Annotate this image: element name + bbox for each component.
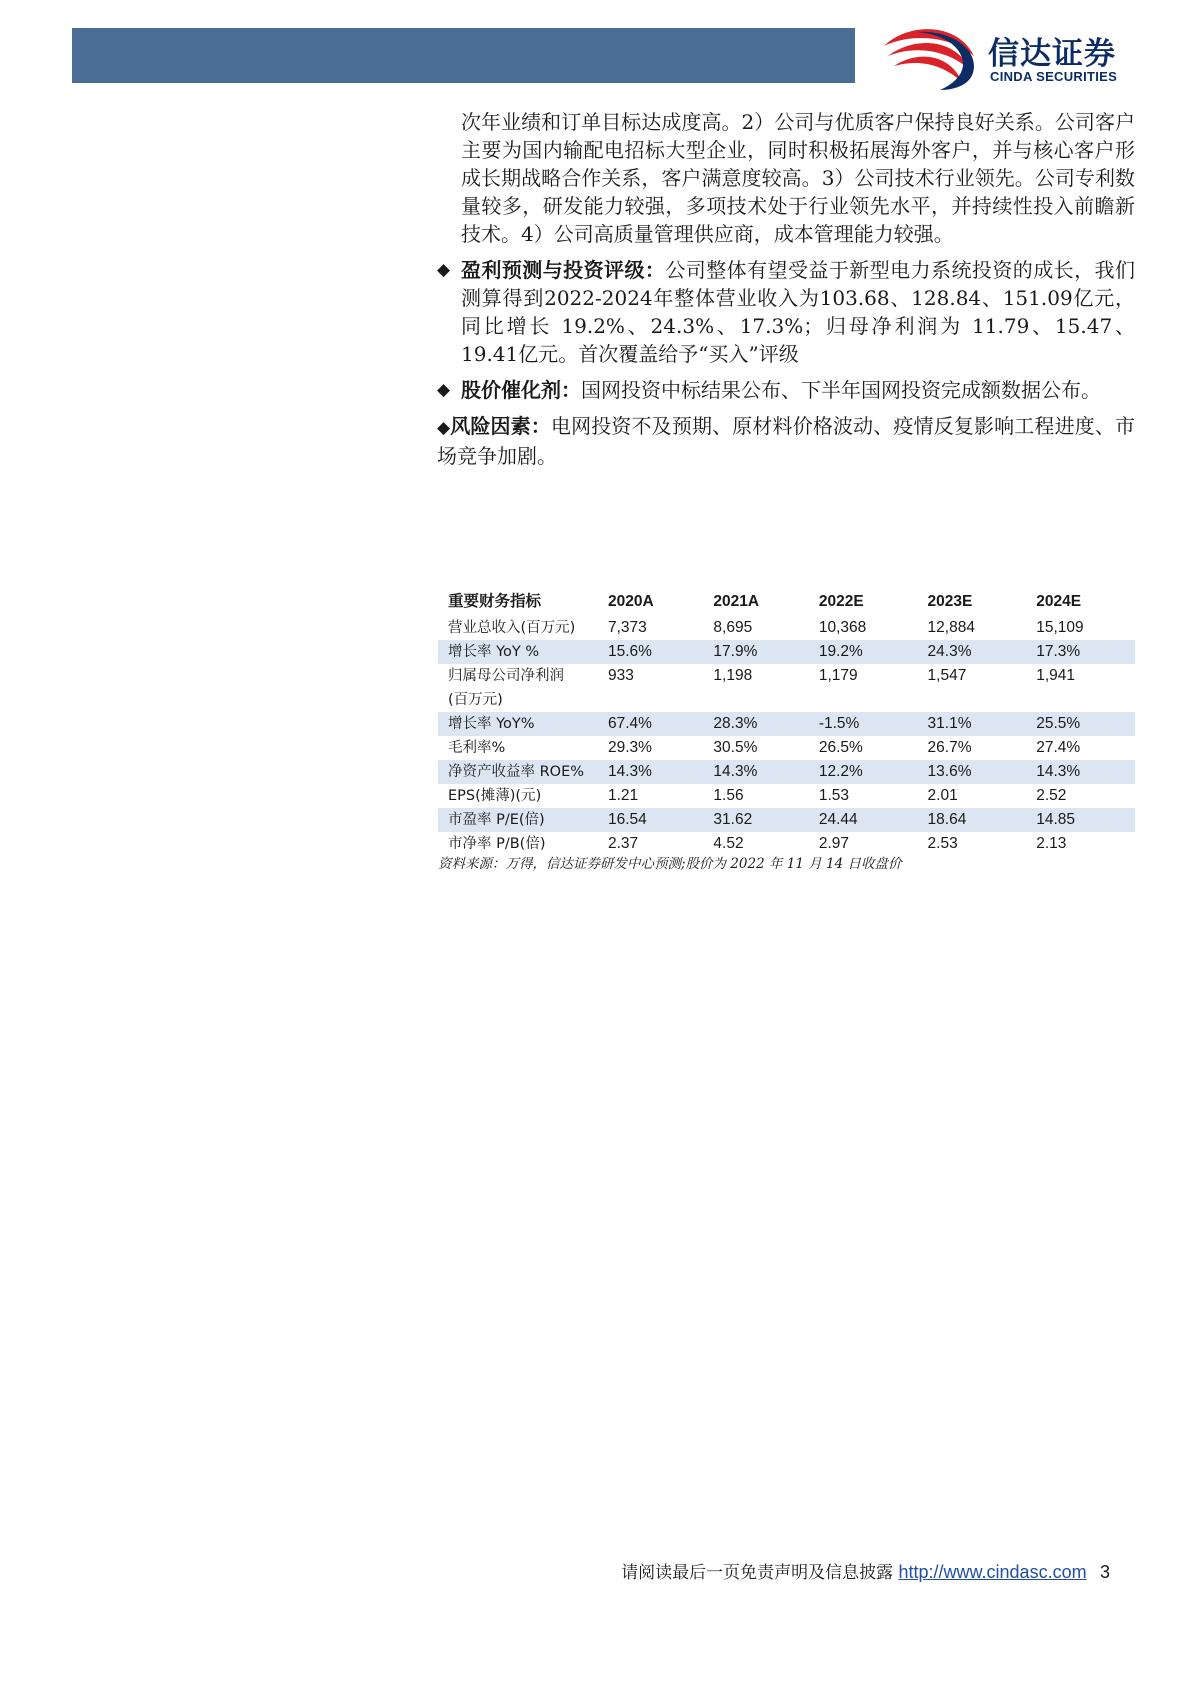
footer-website-link[interactable]: http://www.cindasc.com [898, 1562, 1087, 1582]
table-cell: 26.5% [818, 739, 863, 756]
table-cell: 16.54 [598, 808, 703, 832]
table-cell: 24.44 [809, 808, 918, 832]
table-row [438, 712, 1135, 736]
table-cell: 14.85 [1026, 808, 1135, 832]
table-cell: 14.3% [1026, 760, 1135, 784]
main-content [437, 108, 1135, 470]
table-row [438, 640, 1135, 664]
table-header-cell: 重要财务指标 [448, 593, 542, 610]
row-label: 毛利率% [448, 740, 506, 756]
table-source-note: 资料来源：万得，信达证券研发中心预测;股价为 2022 年 11 月 14 日收盘价 [438, 856, 902, 872]
table-cell: 18.64 [918, 808, 1027, 832]
table-header-cell: 2024E [1036, 593, 1082, 610]
table-cell: 8,695 [713, 619, 753, 636]
bullet-risk-factors [437, 412, 1135, 470]
table-cell: 2.53 [927, 835, 958, 852]
table-cell: 7,373 [608, 619, 647, 636]
bullet-title: 盈利预测与投资评级： [461, 258, 666, 282]
table-cell: 25.5% [1026, 712, 1135, 736]
bullet-earnings-forecast [437, 256, 1135, 368]
table-cell: 10,368 [818, 619, 867, 636]
bullet-text: 国网投资中标结果公布、下半年国网投资完成额数据公布。 [581, 378, 1101, 402]
table-cell: 28.3% [703, 712, 808, 736]
table-cell: 2.13 [1036, 835, 1067, 852]
intro-paragraph: 次年业绩和订单目标达成度高。2）公司与优质客户保持良好关系。公司客户主要为国内输配电招标大型企业，同时积极拓展海外客户，并与核心客户形成长期战略合作关系，客户满意度较高。3）公司技术行业领先。公司专利数量较多，研发能力较强，多项技术处于行业领先水平，并持续性投入前瞻新技术。4）公司高质量管理供应商，成本管理能力较强。 [461, 110, 1135, 246]
table-cell: 17.9% [703, 640, 808, 664]
header-bar [72, 28, 855, 83]
row-label-line2: (百万元) [448, 692, 503, 708]
logo-chinese-text: 信达证券 [988, 36, 1116, 72]
diamond-bullet-icon: ◆ [437, 260, 451, 280]
table-header-cell: 2020A [608, 593, 654, 610]
page-number: 3 [1099, 1562, 1110, 1582]
footer-disclaimer: 请阅读最后一页免责声明及信息披露 [621, 1563, 894, 1583]
logo-english-text: CINDA SECURITIES [990, 69, 1118, 84]
table-cell: 1,547 [927, 667, 967, 684]
table-cell: 1.21 [608, 787, 639, 804]
table-cell: 31.62 [703, 808, 808, 832]
table-cell: 13.6% [918, 760, 1027, 784]
table-header-cell: 2023E [927, 593, 973, 610]
bullet-text: 公司整体有望受益于新型电力系统投资的成长，我们测算得到2022-2024年整体营业收入为103.68、128.84、151.09亿元，同比增长 19.2%、24.3%、17.3%；归母净利润为 11.79、15.47、19.41亿元。首次覆盖给予“买入”评级 [461, 258, 1135, 366]
table-cell: 12.2% [809, 760, 918, 784]
table-cell: 29.3% [608, 739, 652, 756]
table-cell: 12,884 [927, 619, 975, 636]
bullet-price-catalyst [437, 376, 1135, 404]
row-label: 增长率 YoY % [438, 640, 598, 664]
table-cell: 31.1% [918, 712, 1027, 736]
bullet-text: 电网投资不及预期、原材料价格波动、疫情反复影响工程进度、市场竞争加剧。 [437, 414, 1136, 468]
table-cell: 14.3% [703, 760, 808, 784]
table-cell: -1.5% [809, 712, 918, 736]
table-cell: 2.37 [608, 835, 639, 852]
table-cell: 1,198 [713, 667, 753, 684]
table-cell: 19.2% [809, 640, 918, 664]
table-row [438, 760, 1135, 784]
row-label: 归属母公司净利润 [448, 668, 564, 684]
table-row [438, 664, 1135, 688]
table-cell: 24.3% [918, 640, 1027, 664]
table-cell: 1.53 [818, 787, 850, 804]
row-label: EPS(摊薄)(元) [448, 788, 542, 804]
table-cell: 15.6% [598, 640, 703, 664]
table-cell: 1.56 [713, 787, 744, 804]
table-cell: 2.97 [818, 835, 850, 852]
table-cell: 1,179 [818, 667, 858, 684]
table-header-cell: 2022E [818, 593, 864, 610]
company-logo [878, 24, 1168, 92]
financial-indicators-table [438, 588, 1135, 856]
table-cell: 2.01 [927, 787, 958, 804]
row-label: 市盈率 P/E(倍) [438, 808, 598, 832]
table-row [438, 616, 1135, 640]
table-cell: 67.4% [598, 712, 703, 736]
bullet-title: 股价催化剂： [461, 378, 581, 402]
table-cell: 14.3% [598, 760, 703, 784]
table-cell: 27.4% [1036, 739, 1081, 756]
table-row [438, 784, 1135, 808]
page-footer [621, 1558, 1110, 1583]
row-label: 营业总收入(百万元) [448, 620, 576, 636]
row-label: 净资产收益率 ROE% [438, 760, 598, 784]
table-row-continuation [438, 688, 1135, 712]
table-cell: 4.52 [713, 835, 744, 852]
table-cell: 1,941 [1036, 667, 1076, 684]
table-row [438, 736, 1135, 760]
table-header-row [438, 588, 1135, 616]
table-cell: 933 [608, 667, 634, 684]
table-header-cell: 2021A [713, 593, 760, 610]
table-cell: 30.5% [713, 739, 758, 756]
table-cell: 15,109 [1036, 619, 1084, 636]
table-cell: 17.3% [1026, 640, 1135, 664]
table-row [438, 808, 1135, 832]
cinda-logo-icon [878, 26, 978, 90]
diamond-bullet-icon: ◆ [437, 380, 451, 400]
row-label: 市净率 P/B(倍) [448, 836, 546, 852]
row-label: 增长率 YoY% [438, 712, 598, 736]
table-cell: 2.52 [1036, 787, 1067, 804]
table-cell: 26.7% [927, 739, 972, 756]
bullet-title: 风险因素： [450, 414, 551, 438]
diamond-bullet-icon: ◆ [437, 418, 451, 438]
